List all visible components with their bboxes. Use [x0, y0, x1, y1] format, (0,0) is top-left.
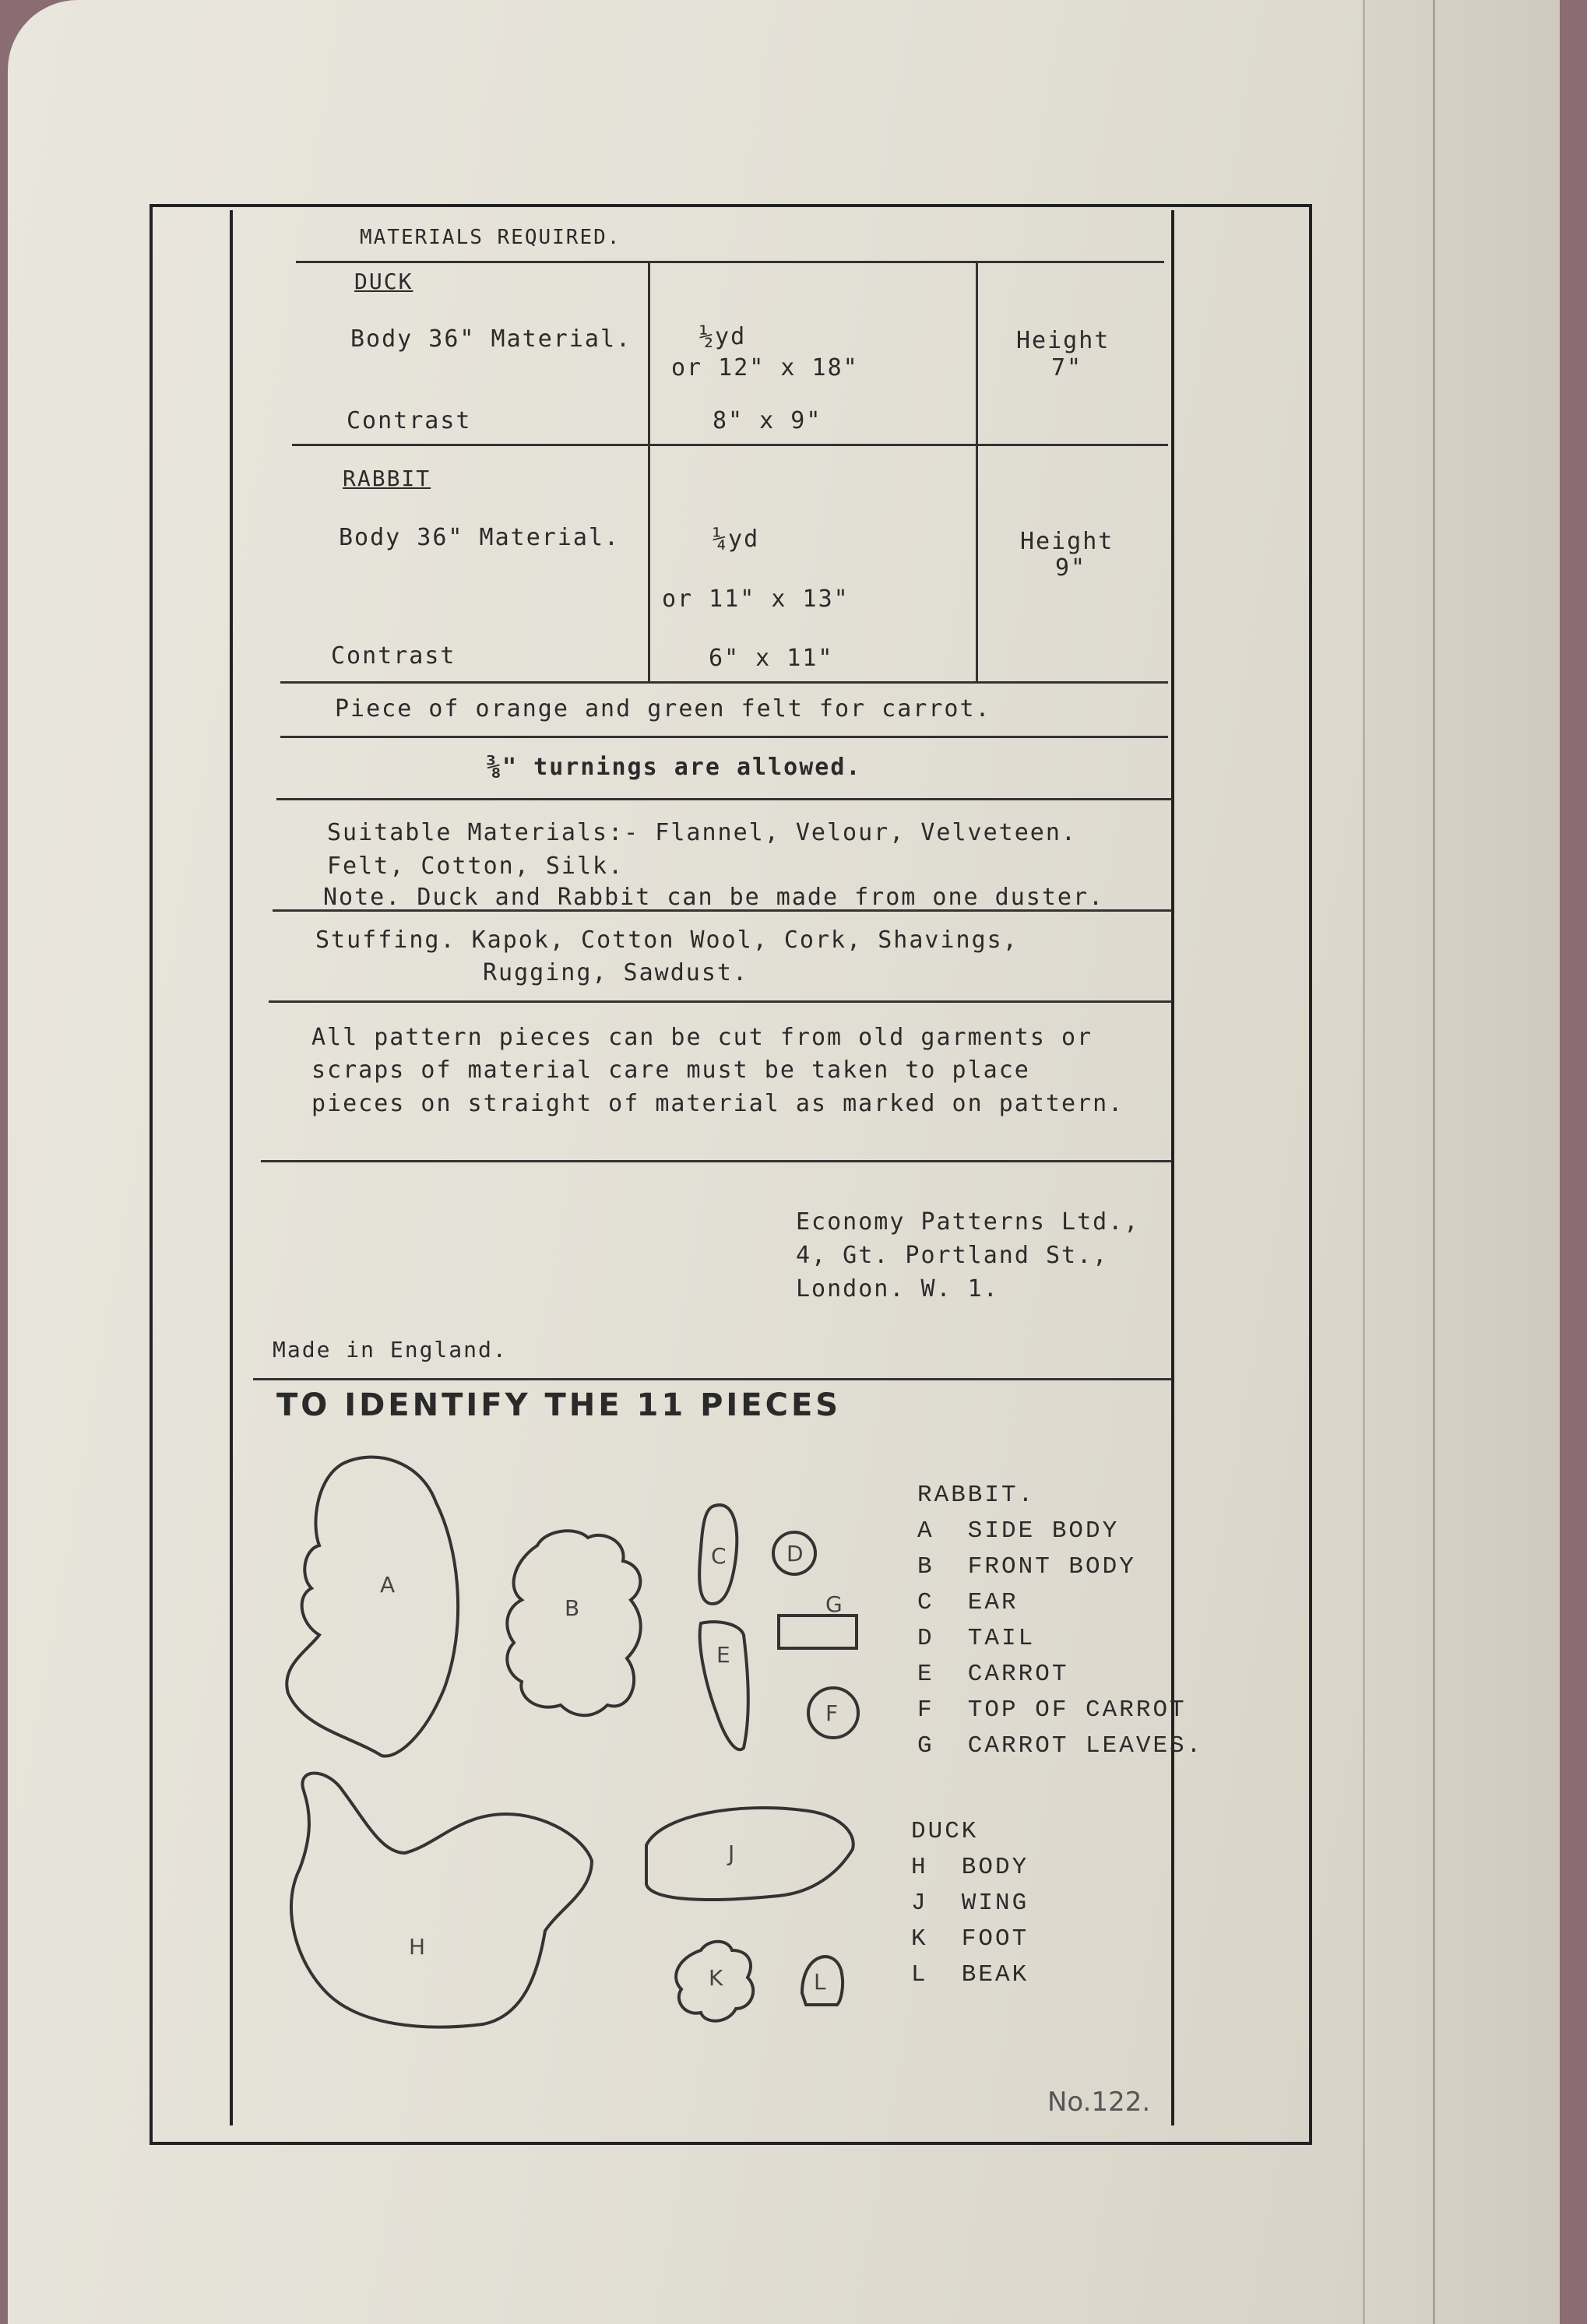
- pattern-line-2: scraps of material care must be taken to place: [311, 1057, 1030, 1084]
- piece-d-tail: [773, 1532, 815, 1574]
- stuffing-line-1: Stuffing. Kapok, Cotton Wool, Cork, Shavings,: [315, 926, 1019, 954]
- piece-label-f: F: [825, 1700, 839, 1726]
- identify-title: TO IDENTIFY THE 11 PIECES: [276, 1387, 842, 1423]
- duck-qty-fraction: ½yd: [699, 323, 747, 350]
- piece-j-wing: [646, 1808, 853, 1900]
- piece-a-side-body: [287, 1457, 458, 1756]
- duck-legend: DUCK H BODY J WING K FOOT L BEAK: [911, 1818, 1029, 1988]
- suitable-line-2: Felt, Cotton, Silk.: [327, 853, 625, 880]
- company-city: London. W. 1.: [796, 1275, 999, 1303]
- materials-heading: MATERIALS REQUIRED.: [360, 226, 621, 249]
- duck-label: DUCK: [354, 269, 413, 294]
- rabbit-label: RABBIT: [343, 466, 431, 491]
- rabbit-height-label: Height: [1020, 528, 1114, 555]
- company-street: 4, Gt. Portland St.,: [796, 1242, 1109, 1269]
- piece-label-k: K: [709, 1965, 723, 1991]
- pattern-line-3: pieces on straight of material as marked on pattern.: [311, 1090, 1124, 1117]
- rabbit-legend: RABBIT. A SIDE BODY B FRONT BODY C EAR D TAIL E CARROT F TOP OF CARROT G CARROT LEAVES.: [917, 1482, 1204, 1760]
- piece-label-e: E: [716, 1642, 730, 1668]
- company-name: Economy Patterns Ltd.,: [796, 1208, 1140, 1236]
- piece-k-foot: [676, 1942, 753, 2021]
- piece-c-ear: [699, 1505, 737, 1604]
- duck-height-value: 7": [1051, 354, 1083, 381]
- suitable-note: Note. Duck and Rabbit can be made from one duster.: [323, 884, 1105, 911]
- piece-label-a: A: [380, 1572, 396, 1598]
- piece-label-h: H: [409, 1934, 426, 1960]
- rabbit-contrast-size: 6" x 11": [709, 645, 834, 672]
- piece-g-carrot-leaves: [779, 1591, 857, 1648]
- piece-label-l: L: [814, 1969, 826, 1995]
- piece-label-j: J: [728, 1841, 735, 1866]
- duck-contrast-size: 8" x 9": [713, 407, 822, 434]
- rabbit-body: Body 36" Material.: [339, 524, 621, 551]
- felt-note: Piece of orange and green felt for carrot.: [335, 695, 991, 723]
- duck-contrast: Contrast: [347, 407, 472, 434]
- stuffing-line-2: Rugging, Sawdust.: [483, 959, 749, 986]
- piece-h-body: [291, 1774, 592, 2027]
- rabbit-height-value: 9": [1055, 554, 1087, 582]
- duck-qty-alt: or 12" x 18": [671, 354, 859, 381]
- piece-e-carrot: [700, 1622, 748, 1749]
- piece-b-front-body: [507, 1531, 640, 1715]
- rabbit-qty-fraction: ¼yd: [713, 526, 760, 553]
- duck-height-label: Height: [1016, 327, 1110, 354]
- rabbit-qty-alt: or 11" x 13": [662, 585, 850, 613]
- piece-label-b: B: [565, 1595, 580, 1621]
- suitable-line-1: Suitable Materials:- Flannel, Velour, Velveteen.: [327, 819, 1077, 846]
- made-in-england: Made in England.: [273, 1337, 508, 1362]
- piece-l-beak: [802, 1957, 843, 2005]
- piece-f-top-of-carrot: [808, 1688, 858, 1738]
- pattern-number-stamp: No.122.: [1047, 2087, 1151, 2118]
- turnings-note: ⅜" turnings are allowed.: [487, 754, 862, 781]
- rabbit-contrast: Contrast: [331, 642, 456, 670]
- pattern-line-1: All pattern pieces can be cut from old garments or: [311, 1024, 1093, 1051]
- piece-label-g: G: [825, 1591, 843, 1617]
- piece-label-c: C: [711, 1543, 727, 1569]
- piece-label-d: D: [786, 1541, 804, 1566]
- duck-body: Body 36" Material.: [350, 325, 632, 353]
